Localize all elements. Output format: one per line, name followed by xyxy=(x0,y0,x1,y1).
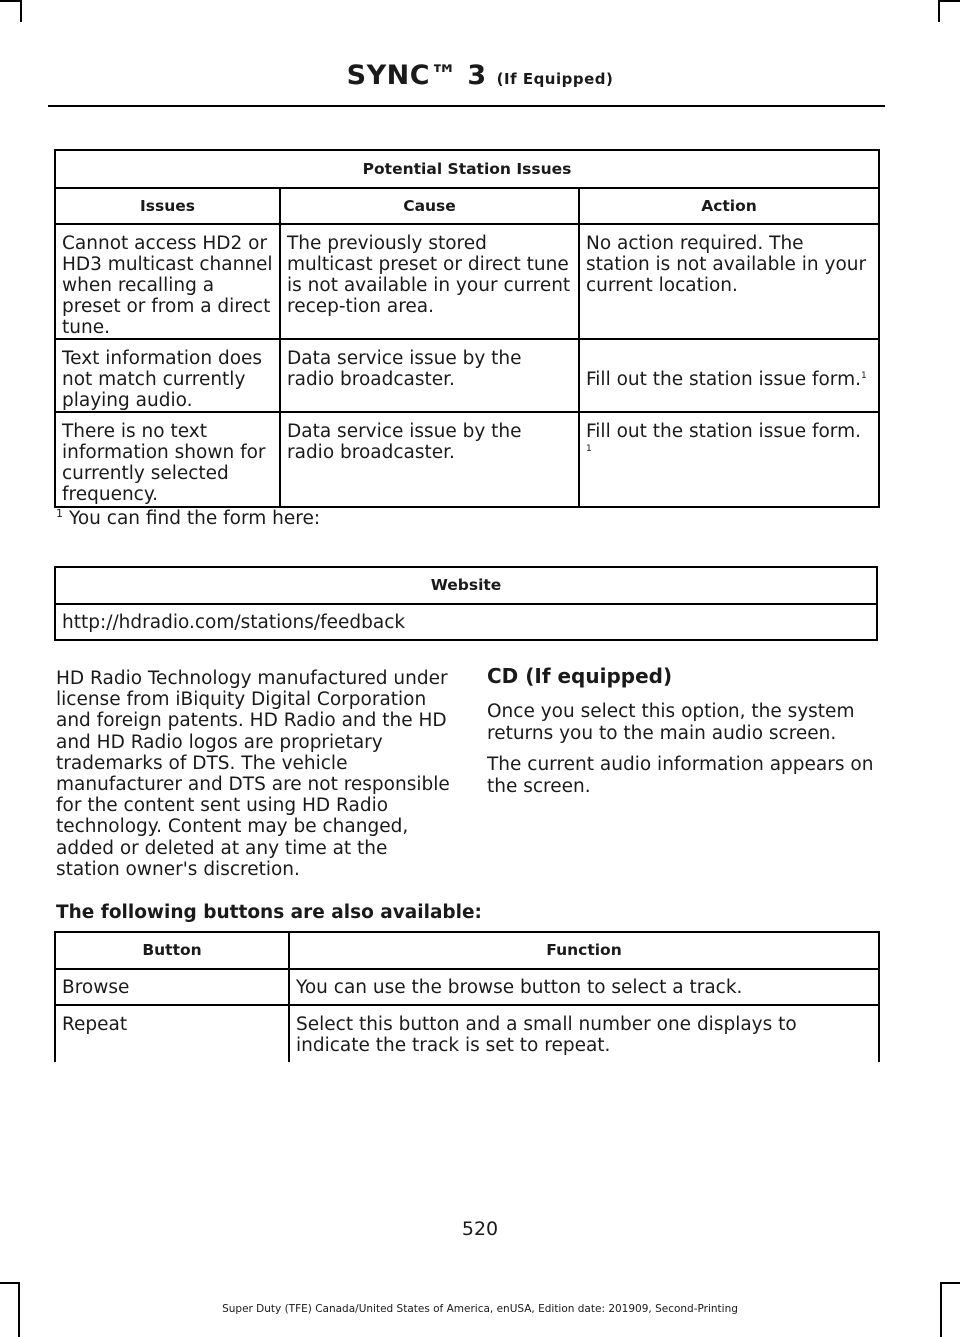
issue-cell: Text information does not match currently playing audio. xyxy=(55,339,280,412)
crop-mark xyxy=(0,1282,20,1284)
footnote xyxy=(56,508,320,529)
crop-mark xyxy=(940,1282,960,1284)
cause-cell: Data service issue by the radio broadcaster. xyxy=(280,339,579,412)
button-cell: Browse xyxy=(55,969,289,1005)
footnote-text: You can find the form here: xyxy=(69,508,321,529)
issue-cell: There is no text information shown for currently selected frequency. xyxy=(55,412,280,507)
table-row xyxy=(55,604,877,640)
table-row xyxy=(55,339,879,412)
website-url: http://hdradio.com/stations/feedback xyxy=(55,604,877,640)
crop-mark xyxy=(938,0,940,22)
legal-paragraph: HD Radio Technology manufactured under license from iBiquity Digital Corporation and foreign patents. HD Radio and the HD and HD Radio logos are proprietary trademarks of DTS. The vehicle manufacturer and DTS are not responsible for the content sent using HD Radio technology. Content may be changed, added or deleted at any time at the station owner's discretion. xyxy=(56,668,450,880)
column-header-function: Function xyxy=(289,932,879,969)
page-title-subtitle: (If Equipped) xyxy=(496,70,614,88)
website-header: Website xyxy=(55,567,877,604)
action-cell: No action required. The station is not available in your current location. xyxy=(579,224,879,339)
button-cell: Repeat xyxy=(55,1005,289,1062)
function-cell: You can use the browse button to select a track. xyxy=(289,969,879,1005)
footnote-ref: 1 xyxy=(860,370,867,381)
table-row xyxy=(55,412,879,507)
station-issues-table xyxy=(54,149,880,508)
column-header-issues: Issues xyxy=(55,188,280,224)
cd-paragraph: Once you select this option, the system returns you to the main audio screen. xyxy=(487,701,855,744)
cause-cell: Data service issue by the radio broadcaster. xyxy=(280,412,579,507)
cause-cell: The previously stored multicast preset or direct tune is not available in your current recep-tion area. xyxy=(280,224,579,339)
crop-mark xyxy=(20,0,22,22)
table-title: Potential Station Issues xyxy=(55,150,879,188)
header-divider xyxy=(48,105,885,107)
table-row xyxy=(55,224,879,339)
table-row xyxy=(55,969,879,1005)
issue-cell: Cannot access HD2 or HD3 multicast channel when recalling a preset or from a direct tune. xyxy=(55,224,280,339)
action-cell xyxy=(579,339,879,412)
page-title-main: SYNC™ 3 xyxy=(346,60,487,91)
footnote-ref: 1 xyxy=(586,443,592,454)
crop-mark xyxy=(938,0,960,2)
action-cell xyxy=(579,412,879,507)
buttons-heading: The following buttons are also available: xyxy=(56,902,482,923)
column-header-button: Button xyxy=(55,932,289,969)
cd-heading: CD (If equipped) xyxy=(487,664,673,688)
crop-mark xyxy=(0,0,22,2)
function-cell: Select this button and a small number one displays to indicate the track is set to repeat. xyxy=(289,1005,879,1062)
cd-section xyxy=(487,664,882,807)
cd-paragraph: The current audio information appears on the screen. xyxy=(487,754,874,797)
footer-text: Super Duty (TFE) Canada/United States of America, enUSA, Edition date: 201909, Second-Printing xyxy=(222,1303,738,1315)
footnote-marker: 1 xyxy=(56,506,63,520)
column-header-action: Action xyxy=(579,188,879,224)
table-row xyxy=(55,1005,879,1062)
website-table xyxy=(54,566,878,641)
page-title xyxy=(0,60,960,91)
column-header-cause: Cause xyxy=(280,188,579,224)
action-text: Fill out the station issue form. xyxy=(586,369,861,390)
buttons-table xyxy=(54,931,880,1062)
page-number: 520 xyxy=(461,1218,499,1240)
action-text: Fill out the station issue form. xyxy=(586,421,861,442)
